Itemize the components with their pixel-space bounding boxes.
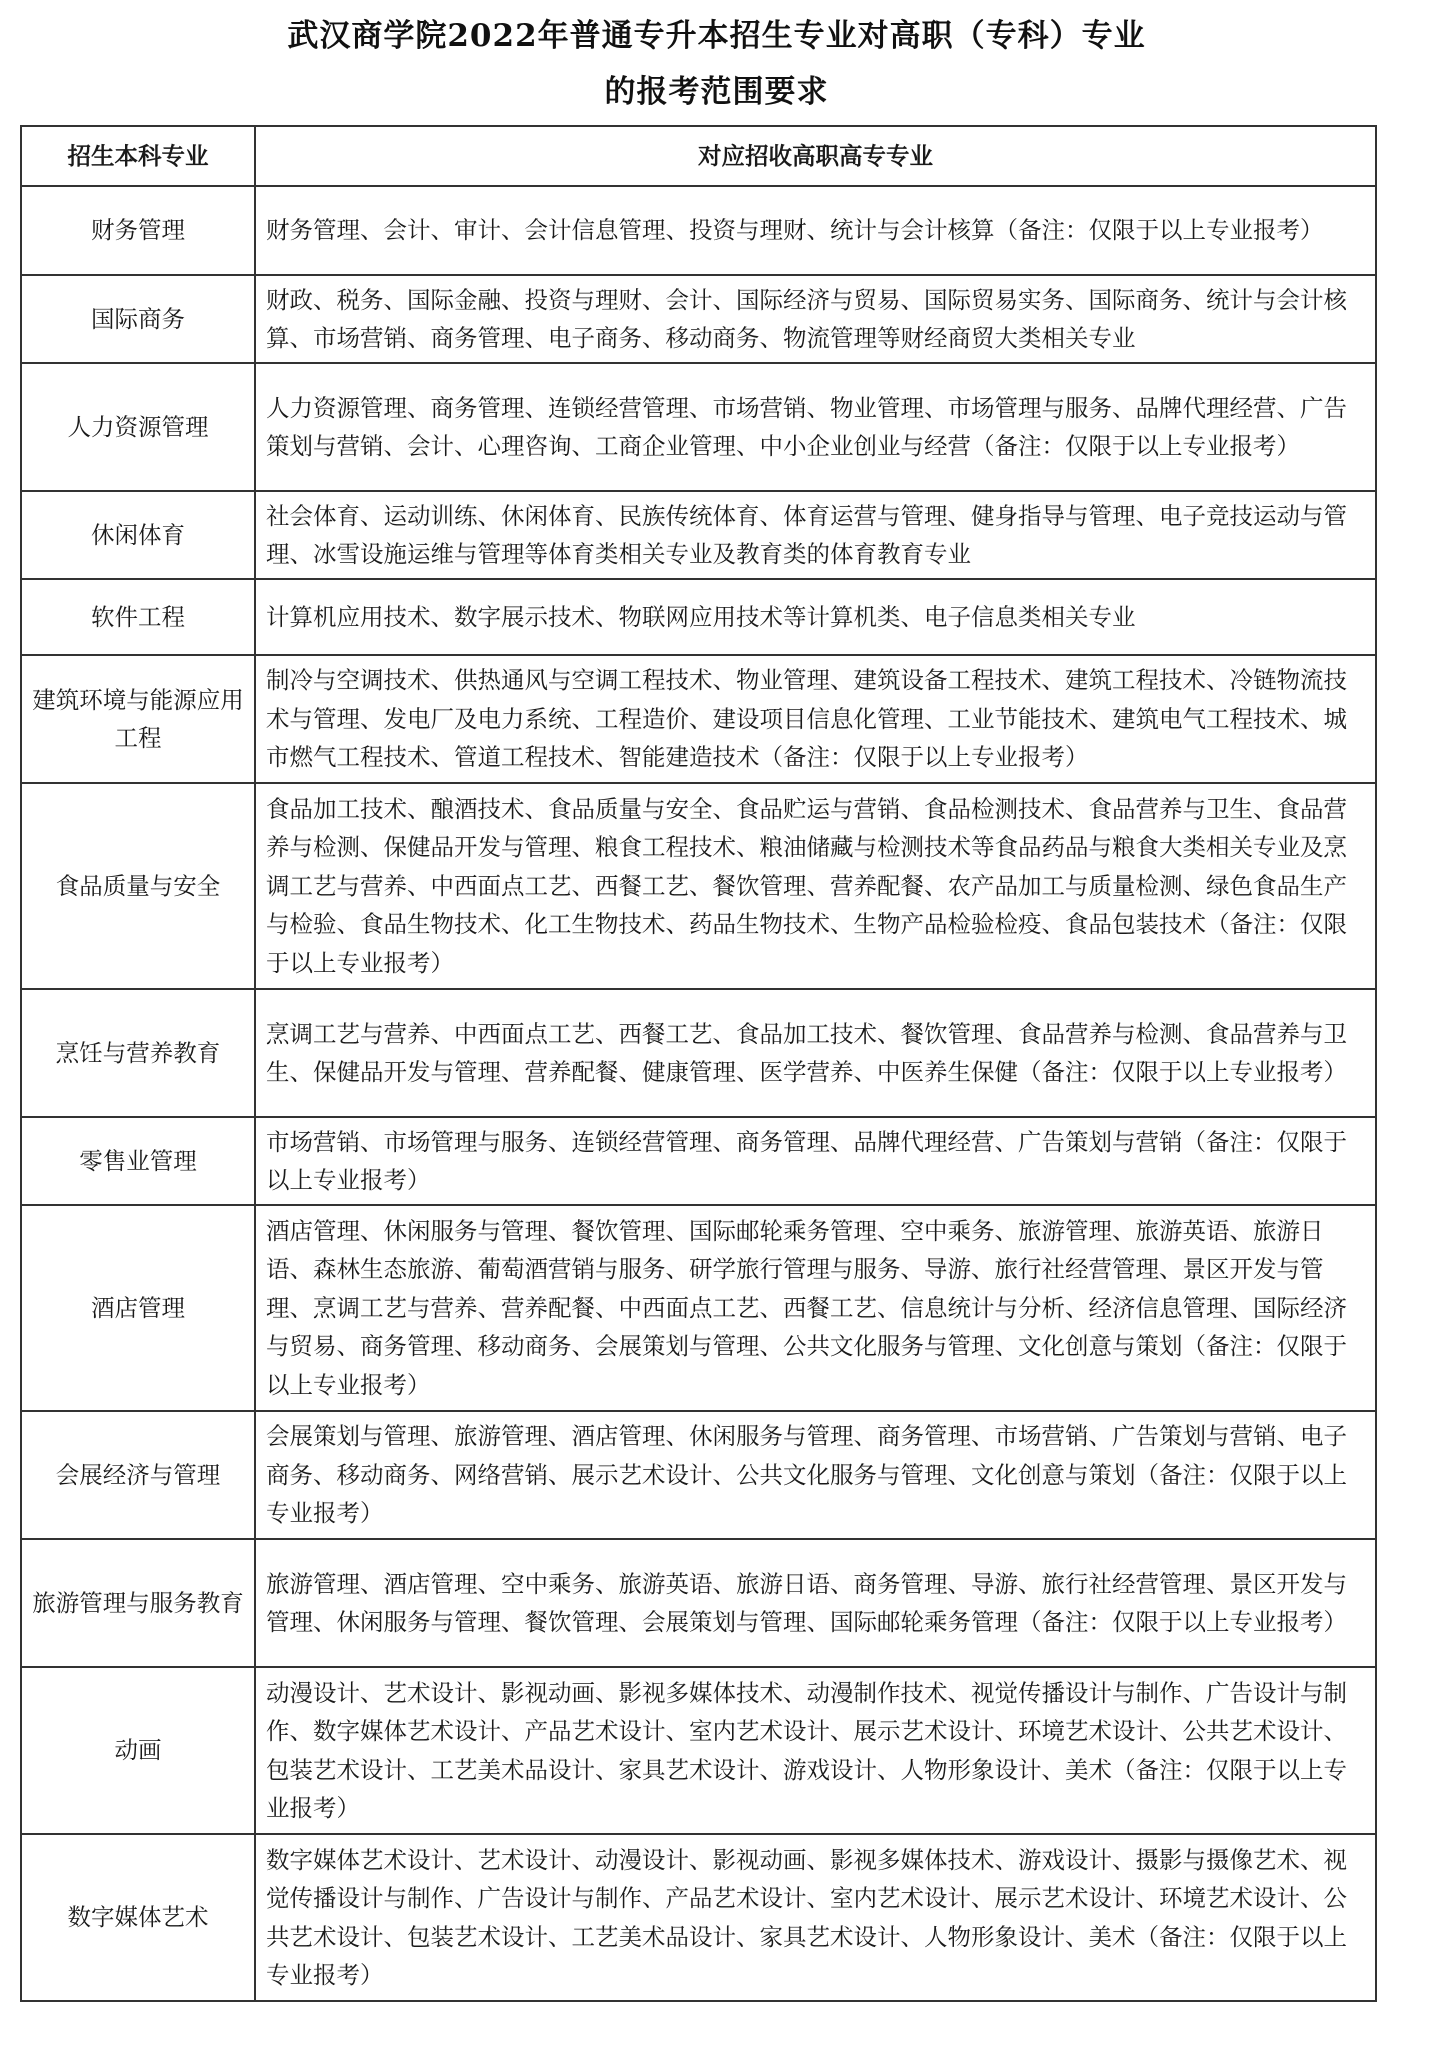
major-name-cell: 财务管理 [21, 186, 255, 275]
table-header-row [21, 126, 1376, 186]
major-name-cell: 会展经济与管理 [21, 1411, 255, 1539]
major-name-cell: 酒店管理 [21, 1205, 255, 1411]
table-row [21, 1539, 1376, 1667]
accepted-majors-cell: 制冷与空调技术、供热通风与空调工程技术、物业管理、建筑设备工程技术、建筑工程技术、冷链物流技术与管理、发电厂及电力系统、工程造价、建设项目信息化管理、工业节能技术、建筑电气工程技术、城市燃气工程技术、管道工程技术、智能建造技术（备注：仅限于以上专业报考） [255, 655, 1376, 783]
major-name-cell: 建筑环境与能源应用工程 [21, 655, 255, 783]
accepted-majors-cell: 食品加工技术、酿酒技术、食品质量与安全、食品贮运与营销、食品检测技术、食品营养与卫生、食品营养与检测、保健品开发与管理、粮食工程技术、粮油储藏与检测技术等食品药品与粮食大类相关专业及烹调工艺与营养、中西面点工艺、西餐工艺、餐饮管理、营养配餐、农产品加工与质量检测、绿色食品生产与检验、食品生物技术、化工生物技术、药品生物技术、生物产品检验检疫、食品包装技术（备注：仅限于以上专业报考） [255, 783, 1376, 989]
table-row [21, 579, 1376, 655]
accepted-majors-cell: 计算机应用技术、数字展示技术、物联网应用技术等计算机类、电子信息类相关专业 [255, 579, 1376, 655]
accepted-majors-cell: 人力资源管理、商务管理、连锁经营管理、市场营销、物业管理、市场管理与服务、品牌代理经营、广告策划与营销、会计、心理咨询、工商企业管理、中小企业创业与经营（备注：仅限于以上专业报考） [255, 363, 1376, 491]
header-undergraduate-major: 招生本科专业 [21, 126, 255, 186]
accepted-majors-cell: 烹调工艺与营养、中西面点工艺、西餐工艺、食品加工技术、餐饮管理、食品营养与检测、食品营养与卫生、保健品开发与管理、营养配餐、健康管理、医学营养、中医养生保健（备注：仅限于以上专业报考） [255, 989, 1376, 1117]
major-name-cell: 软件工程 [21, 579, 255, 655]
major-name-cell: 零售业管理 [21, 1117, 255, 1205]
table-row [21, 1205, 1376, 1411]
title-line-2: 的报考范围要求 [604, 74, 829, 110]
table-row [21, 655, 1376, 783]
major-name-cell: 休闲体育 [21, 491, 255, 579]
accepted-majors-cell: 酒店管理、休闲服务与管理、餐饮管理、国际邮轮乘务管理、空中乘务、旅游管理、旅游英语、旅游日语、森林生态旅游、葡萄酒营销与服务、研学旅行管理与服务、导游、旅行社经营管理、景区开发与管理、烹调工艺与营养、营养配餐、中西面点工艺、西餐工艺、信息统计与分析、经济信息管理、国际经济与贸易、商务管理、移动商务、会展策划与管理、公共文化服务与管理、文化创意与策划（备注：仅限于以上专业报考） [255, 1205, 1376, 1411]
major-name-cell: 食品质量与安全 [21, 783, 255, 989]
major-name-cell: 烹饪与营养教育 [21, 989, 255, 1117]
accepted-majors-cell: 财务管理、会计、审计、会计信息管理、投资与理财、统计与会计核算（备注：仅限于以上专业报考） [255, 186, 1376, 275]
header-accepted-majors: 对应招收高职高专专业 [255, 126, 1376, 186]
table-row [21, 1834, 1376, 2001]
document-title [0, 8, 1433, 120]
table-row [21, 186, 1376, 275]
accepted-majors-cell: 数字媒体艺术设计、艺术设计、动漫设计、影视动画、影视多媒体技术、游戏设计、摄影与摄像艺术、视觉传播设计与制作、广告设计与制作、产品艺术设计、室内艺术设计、展示艺术设计、环境艺术设计、公共艺术设计、包装艺术设计、工艺美术品设计、家具艺术设计、人物形象设计、美术（备注：仅限于以上专业报考） [255, 1834, 1376, 2001]
accepted-majors-cell: 动漫设计、艺术设计、影视动画、影视多媒体技术、动漫制作技术、视觉传播设计与制作、广告设计与制作、数字媒体艺术设计、产品艺术设计、室内艺术设计、展示艺术设计、环境艺术设计、公共艺术设计、包装艺术设计、工艺美术品设计、家具艺术设计、游戏设计、人物形象设计、美术（备注：仅限于以上专业报考） [255, 1667, 1376, 1834]
major-name-cell: 国际商务 [21, 275, 255, 363]
table-row [21, 1117, 1376, 1205]
table-row [21, 363, 1376, 491]
table-row [21, 783, 1376, 989]
table-row [21, 1667, 1376, 1834]
major-name-cell: 动画 [21, 1667, 255, 1834]
accepted-majors-cell: 财政、税务、国际金融、投资与理财、会计、国际经济与贸易、国际贸易实务、国际商务、统计与会计核算、市场营销、商务管理、电子商务、移动商务、物流管理等财经商贸大类相关专业 [255, 275, 1376, 363]
table-row [21, 989, 1376, 1117]
accepted-majors-cell: 社会体育、运动训练、休闲体育、民族传统体育、体育运营与管理、健身指导与管理、电子竞技运动与管理、冰雪设施运维与管理等体育类相关专业及教育类的体育教育专业 [255, 491, 1376, 579]
major-name-cell: 人力资源管理 [21, 363, 255, 491]
majors-table [20, 125, 1377, 2002]
table-row [21, 275, 1376, 363]
accepted-majors-cell: 市场营销、市场管理与服务、连锁经营管理、商务管理、品牌代理经营、广告策划与营销（备注：仅限于以上专业报考） [255, 1117, 1376, 1205]
major-name-cell: 数字媒体艺术 [21, 1834, 255, 2001]
title-line-1: 武汉商学院2022年普通专升本招生专业对高职（专科）专业 [287, 18, 1146, 54]
table-row [21, 491, 1376, 579]
accepted-majors-cell: 旅游管理、酒店管理、空中乘务、旅游英语、旅游日语、商务管理、导游、旅行社经营管理、景区开发与管理、休闲服务与管理、餐饮管理、会展策划与管理、国际邮轮乘务管理（备注：仅限于以上专业报考） [255, 1539, 1376, 1667]
table-row [21, 1411, 1376, 1539]
major-name-cell: 旅游管理与服务教育 [21, 1539, 255, 1667]
accepted-majors-cell: 会展策划与管理、旅游管理、酒店管理、休闲服务与管理、商务管理、市场营销、广告策划与营销、电子商务、移动商务、网络营销、展示艺术设计、公共文化服务与管理、文化创意与策划（备注：仅限于以上专业报考） [255, 1411, 1376, 1539]
